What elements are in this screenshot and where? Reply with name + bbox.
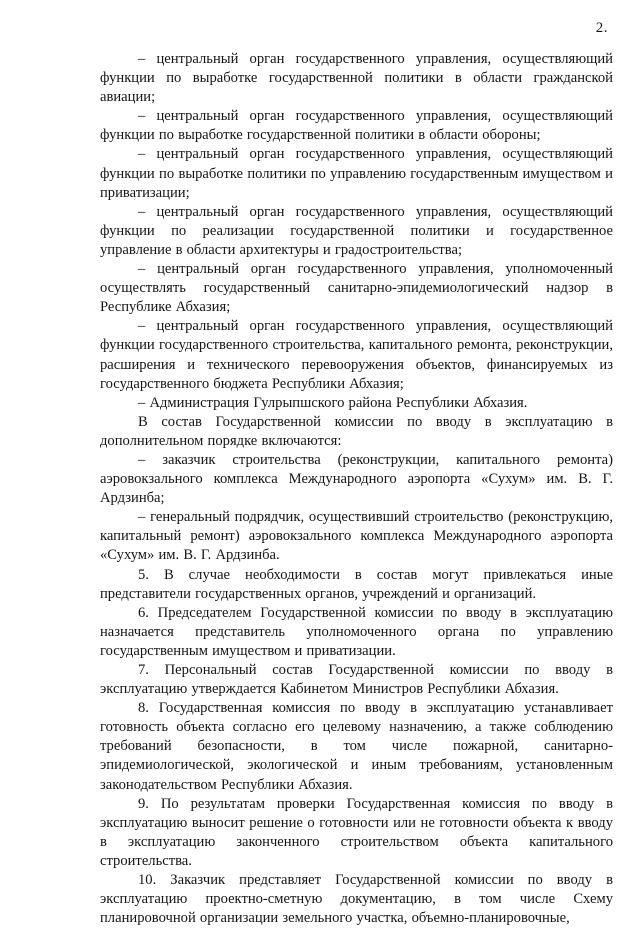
paragraph: – центральный орган государственного управления, осуществляющий функции по выработке государственной политики в области обороны; xyxy=(100,108,613,144)
paragraph: 5. В случае необходимости в состав могут привлекаться иные представители государственных органов, учреждений и организаций. xyxy=(100,566,613,602)
paragraph: 7. Персональный состав Государственной комиссии по вводу в эксплуатацию утверждается Кабинетом Министров Республики Абхазия. xyxy=(100,662,613,698)
paragraph: 8. Государственная комиссия по вводу в эксплуатацию устанавливает готовность объекта согласно его целевому назначению, а также соблюдению требований безопасности, в том числе пожарной, санитарно-эпидемиологической, экологической и иным требованиям, установленным законодательством Республики Абхазия. xyxy=(100,700,613,793)
paragraph: – центральный орган государственного управления, осуществляющий функции государственного строительства, капитального ремонта, реконструкции, расширения и технического перевооружения объектов, финансируемых из государственного бюджета Республики Абхазия; xyxy=(100,318,613,392)
paragraph: В состав Государственной комиссии по вводу в эксплуатацию в дополнительном порядке включаются: xyxy=(100,413,613,449)
paragraph: – центральный орган государственного управления, уполномоченный осуществлять государственный санитарно-эпидемиологический надзор в Республике Абхазия; xyxy=(100,261,613,316)
paragraph: – заказчик строительства (реконструкции, капитального ремонта) аэровокзального комплекса Международного аэропорта «Сухум» им. В. Г. Ардзинба; xyxy=(100,451,613,507)
paragraph: – центральный орган государственного управления, осуществляющий функции по выработке политики по управлению государственным имуществом и приватизации; xyxy=(100,146,613,201)
paragraph: – центральный орган государственного управления, осуществляющий функции по реализации государственной политики и государственное управление в области архитектуры и градостроительства; xyxy=(100,203,613,258)
paragraph: – центральный орган государственного управления, осуществляющий функции по выработке государственной политики в области гражданской авиации; xyxy=(100,51,613,106)
paragraph: 9. По результатам проверки Государственная комиссия по вводу в эксплуатацию выносит решение о готовности или не готовности объекта к вводу в эксплуатацию законченного строительством объекта капитального строительства. xyxy=(100,795,613,869)
document-body xyxy=(100,50,613,928)
page-number: 2. xyxy=(595,20,608,36)
paragraph: – Администрация Гулрыпшского района Республики Абхазия. xyxy=(138,394,528,411)
paragraph: 6. Председателем Государственной комиссии по вводу в эксплуатацию назначается представитель уполномоченного органа по управлению государственным имуществом и приватизации. xyxy=(100,604,613,659)
paragraph: 10. Заказчик представляет Государственной комиссии по вводу в эксплуатацию проектно-сметную документацию, в том числе Схему планировочной организации земельного участка, объемно-планировочные, xyxy=(100,872,613,927)
paragraph: – генеральный подрядчик, осуществивший строительство (реконструкцию, капитальный ремонт) аэровокзального комплекса Международного аэропорта «Сухум» им. В. Г. Ардзинба. xyxy=(100,509,613,564)
